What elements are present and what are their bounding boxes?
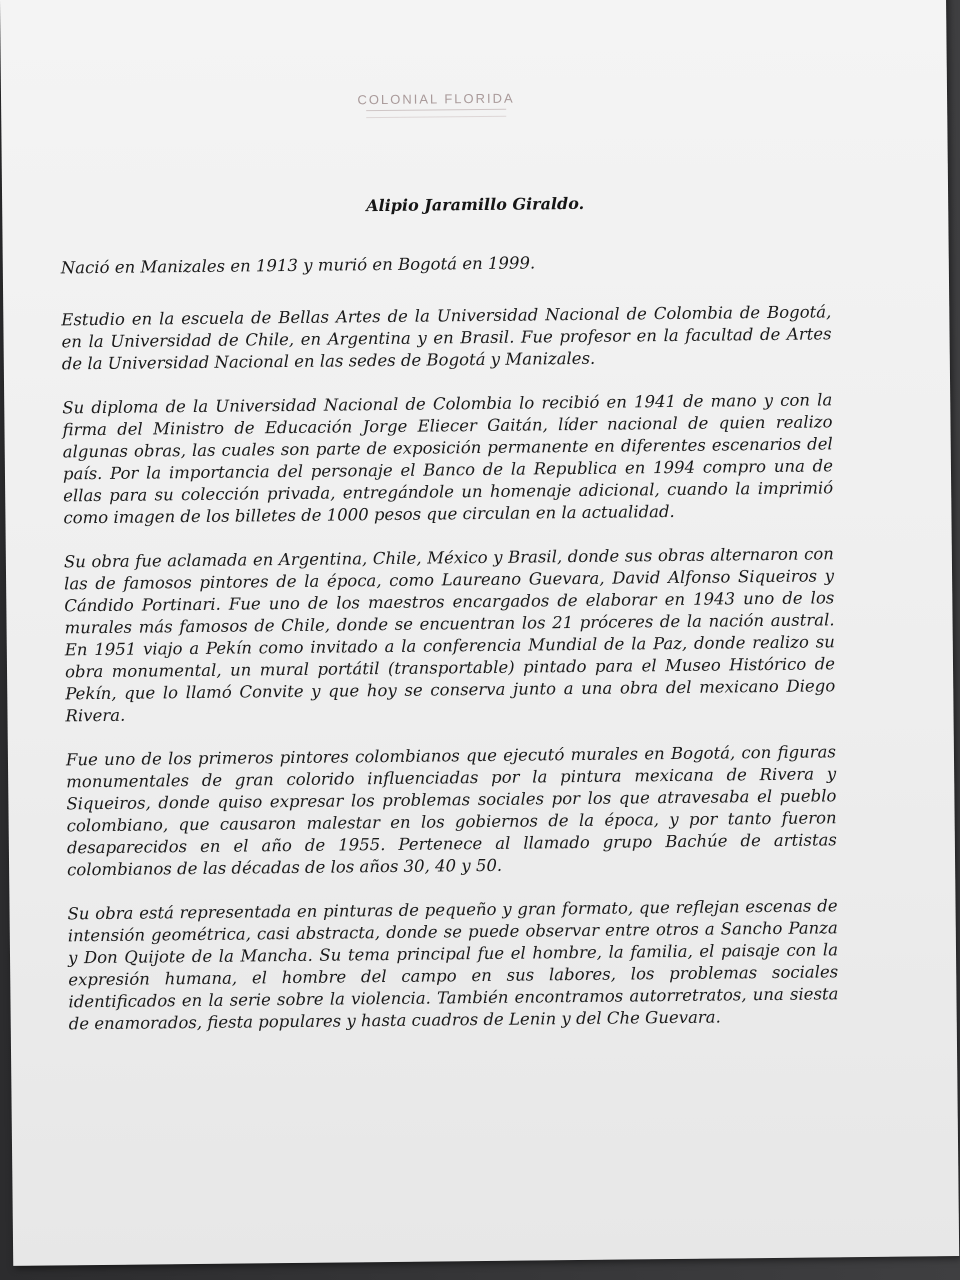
- paragraph-themes: Su obra está representada en pinturas de pequeño y gran formato, que reflejan escenas de intensión geométrica, casi abstracta, donde se puede observar entre otros a Sancho Panza y Don Quijote de la Mancha. Su tema principal fue el hombre, la familia, el paisaje con la expresión humana, el hombre del campo en sus labores, los problemas sociales identificados en la serie sobre la violencia. También encontramos autorretratos, una siesta de enamorados, fiesta populares y hasta cuadros de Lenin y del Che Guevara.: [67, 896, 839, 1034]
- letterhead-ornament: [366, 109, 506, 118]
- paragraph-international-work: Su obra fue aclamada en Argentina, Chile, México y Brasil, donde sus obras alternaron con las de famosos pintores de la época, como Laureano Guevara, David Alfonso Siqueiros y Cándido Portinari. Fue uno de los maestros encargados de elaborar en 1943 uno de los murales más famosos de Chile, donde se encuentran los 21 próceres de la nación austral. En 1951 viajo a Pekín como invitado a la conferencia Mundial de la Paz, donde realizo su obra monumental, un mural portátil (transportable) pintado para el Museo Histórico de Pekín, que lo llamó Convite y que hoy se conserva junto a una obra del mexicano Diego Rivera.: [63, 544, 836, 726]
- paragraph-murals: Fue uno de los primeros pintores colombianos que ejecutó murales en Bogotá, con figuras monumentales de gran colorido influenciadas por la pintura mexicana de Rivera y Siqueiros, donde quiso expresar los problemas sociales por los que atravesaba el pueblo colombiano, que causaron malestar en los gobiernos de la época, y por tanto fueron desaparecidos en el año de 1955. Pertenece al llamado grupo Bachúe de artistas colombianos de las décadas de los años 30, 40 y 50.: [65, 742, 837, 880]
- paragraph-diploma: Su diploma de la Universidad Nacional de Colombia lo recibió en 1941 de mano y con la firma del Ministro de Educación Jorge Eliecer Gaitán, líder nacional de quien realizo algunas obras, las cuales son parte de exposición permanente en diferentes escenarios del país. Por la importancia del personaje el Banco de la Republica en 1994 compro una de ellas para su colección privada, entregándole un homenaje adicional, cuando la imprimió como imagen de los billetes de 1000 pesos que circulan en la actualidad.: [62, 390, 834, 528]
- document-body: [61, 249, 839, 1057]
- paragraph-birth: Nació en Manizales en 1913 y murió en Bogotá en 1999.: [60, 253, 536, 278]
- document-title: Alipio Jaramillo Giraldo.: [366, 193, 585, 216]
- letterhead-brand: COLONIAL FLORIDA: [357, 90, 515, 108]
- paragraph-education: Estudio en la escuela de Bellas Artes de la Universidad Nacional de Colombia de Bogotá, en la Universidad de Chile, en Argentina y en Brasil. Fue profesor en la facultad de Artes de la Universidad Nacional en las sedes de Bogotá y Manizales.: [61, 302, 832, 374]
- letterhead-logo: [336, 82, 537, 144]
